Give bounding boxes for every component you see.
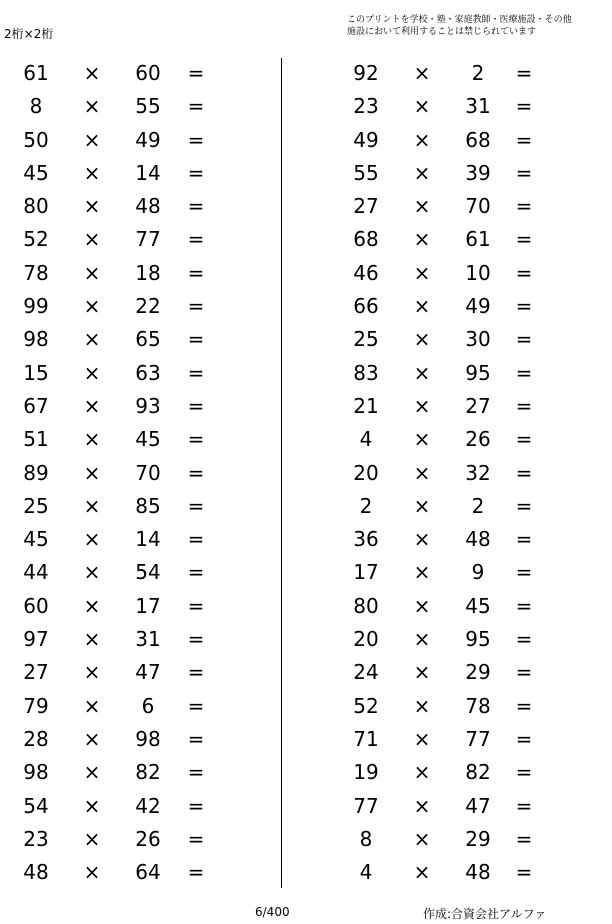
second-operand: 77 bbox=[135, 227, 161, 252]
multiply-sign: × bbox=[83, 760, 101, 785]
second-operand: 64 bbox=[135, 860, 161, 885]
multiply-sign: × bbox=[413, 427, 431, 452]
equals-sign: = bbox=[187, 660, 205, 685]
multiply-sign: × bbox=[83, 693, 101, 718]
page-number: 6/400 bbox=[255, 905, 290, 919]
problem-row bbox=[0, 491, 280, 524]
first-operand: 27 bbox=[23, 660, 49, 685]
problem-row bbox=[332, 291, 612, 324]
multiply-sign: × bbox=[83, 393, 101, 418]
equals-sign: = bbox=[187, 294, 205, 319]
second-operand: 45 bbox=[465, 593, 491, 618]
equals-sign: = bbox=[187, 227, 205, 252]
first-operand: 66 bbox=[353, 294, 379, 319]
equals-sign: = bbox=[515, 260, 533, 285]
multiply-sign: × bbox=[413, 527, 431, 552]
first-operand: 49 bbox=[353, 127, 379, 152]
multiply-sign: × bbox=[83, 327, 101, 352]
problem-row bbox=[332, 91, 612, 124]
first-operand: 89 bbox=[23, 460, 49, 485]
equals-sign: = bbox=[187, 793, 205, 818]
equals-sign: = bbox=[515, 393, 533, 418]
problem-row bbox=[332, 624, 612, 657]
problem-row bbox=[0, 824, 280, 857]
multiply-sign: × bbox=[413, 627, 431, 652]
first-operand: 45 bbox=[23, 160, 49, 185]
first-operand: 8 bbox=[29, 94, 43, 119]
first-operand: 8 bbox=[359, 826, 373, 851]
second-operand: 63 bbox=[135, 360, 161, 385]
problem-row bbox=[332, 458, 612, 491]
problem-row bbox=[332, 391, 612, 424]
first-operand: 17 bbox=[353, 560, 379, 585]
problem-row bbox=[0, 591, 280, 624]
usage-notice: このプリントを学校・塾・家庭教師・医療施設・その他 施設において利用することは禁じられています bbox=[347, 15, 572, 37]
equals-sign: = bbox=[187, 194, 205, 219]
first-operand: 98 bbox=[23, 327, 49, 352]
equals-sign: = bbox=[187, 61, 205, 85]
first-operand: 92 bbox=[353, 61, 379, 85]
second-operand: 22 bbox=[135, 294, 161, 319]
second-operand: 47 bbox=[135, 660, 161, 685]
problem-row bbox=[0, 358, 280, 391]
multiply-sign: × bbox=[413, 294, 431, 319]
equals-sign: = bbox=[187, 94, 205, 119]
equals-sign: = bbox=[515, 360, 533, 385]
first-operand: 83 bbox=[353, 360, 379, 385]
problem-row bbox=[332, 757, 612, 790]
multiply-sign: × bbox=[413, 61, 431, 85]
problem-row bbox=[332, 424, 612, 457]
second-operand: 26 bbox=[135, 826, 161, 851]
equals-sign: = bbox=[187, 593, 205, 618]
multiply-sign: × bbox=[83, 860, 101, 885]
first-operand: 97 bbox=[23, 627, 49, 652]
problem-row bbox=[332, 158, 612, 191]
first-operand: 28 bbox=[23, 726, 49, 751]
multiply-sign: × bbox=[413, 560, 431, 585]
problem-row bbox=[0, 125, 280, 158]
problem-row bbox=[332, 258, 612, 291]
first-operand: 60 bbox=[23, 593, 49, 618]
problem-row bbox=[0, 724, 280, 757]
multiply-sign: × bbox=[413, 826, 431, 851]
first-operand: 80 bbox=[353, 593, 379, 618]
second-operand: 68 bbox=[465, 127, 491, 152]
second-operand: 49 bbox=[465, 294, 491, 319]
second-operand: 54 bbox=[135, 560, 161, 585]
first-operand: 46 bbox=[353, 260, 379, 285]
first-operand: 25 bbox=[353, 327, 379, 352]
right-problem-column bbox=[332, 58, 612, 890]
problem-row bbox=[332, 724, 612, 757]
multiply-sign: × bbox=[413, 327, 431, 352]
multiply-sign: × bbox=[413, 860, 431, 885]
problem-row bbox=[0, 757, 280, 790]
equals-sign: = bbox=[515, 94, 533, 119]
problem-row bbox=[332, 657, 612, 690]
equals-sign: = bbox=[515, 227, 533, 252]
second-operand: 29 bbox=[465, 660, 491, 685]
first-operand: 2 bbox=[359, 493, 373, 518]
first-operand: 23 bbox=[353, 94, 379, 119]
second-operand: 10 bbox=[465, 260, 491, 285]
second-operand: 70 bbox=[135, 460, 161, 485]
second-operand: 82 bbox=[465, 760, 491, 785]
first-operand: 20 bbox=[353, 460, 379, 485]
equals-sign: = bbox=[187, 460, 205, 485]
problem-row bbox=[332, 557, 612, 590]
second-operand: 95 bbox=[465, 360, 491, 385]
equals-sign: = bbox=[515, 460, 533, 485]
problem-row bbox=[0, 291, 280, 324]
problem-row bbox=[332, 191, 612, 224]
problem-row bbox=[332, 691, 612, 724]
second-operand: 27 bbox=[465, 393, 491, 418]
worksheet-title: 2桁×2桁 bbox=[4, 27, 54, 41]
equals-sign: = bbox=[515, 61, 533, 85]
multiply-sign: × bbox=[413, 593, 431, 618]
equals-sign: = bbox=[515, 726, 533, 751]
problem-row bbox=[0, 557, 280, 590]
multiply-sign: × bbox=[413, 360, 431, 385]
multiply-sign: × bbox=[83, 493, 101, 518]
second-operand: 48 bbox=[465, 860, 491, 885]
multiply-sign: × bbox=[413, 693, 431, 718]
equals-sign: = bbox=[515, 627, 533, 652]
second-operand: 31 bbox=[135, 627, 161, 652]
multiply-sign: × bbox=[83, 194, 101, 219]
equals-sign: = bbox=[515, 294, 533, 319]
second-operand: 14 bbox=[135, 160, 161, 185]
multiply-sign: × bbox=[83, 227, 101, 252]
first-operand: 98 bbox=[23, 760, 49, 785]
problem-row bbox=[0, 857, 280, 890]
problem-row bbox=[332, 591, 612, 624]
first-operand: 20 bbox=[353, 627, 379, 652]
problem-row bbox=[0, 191, 280, 224]
second-operand: 48 bbox=[135, 194, 161, 219]
equals-sign: = bbox=[187, 127, 205, 152]
equals-sign: = bbox=[515, 660, 533, 685]
multiply-sign: × bbox=[83, 160, 101, 185]
second-operand: 6 bbox=[141, 693, 155, 718]
second-operand: 17 bbox=[135, 593, 161, 618]
problem-row bbox=[332, 824, 612, 857]
equals-sign: = bbox=[515, 427, 533, 452]
equals-sign: = bbox=[515, 194, 533, 219]
equals-sign: = bbox=[187, 726, 205, 751]
first-operand: 23 bbox=[23, 826, 49, 851]
second-operand: 85 bbox=[135, 493, 161, 518]
multiply-sign: × bbox=[413, 94, 431, 119]
second-operand: 77 bbox=[465, 726, 491, 751]
multiply-sign: × bbox=[83, 460, 101, 485]
problem-row bbox=[0, 624, 280, 657]
problem-row bbox=[332, 125, 612, 158]
problem-row bbox=[0, 657, 280, 690]
multiply-sign: × bbox=[83, 127, 101, 152]
problem-row bbox=[0, 458, 280, 491]
second-operand: 55 bbox=[135, 94, 161, 119]
problem-row bbox=[0, 58, 280, 91]
first-operand: 25 bbox=[23, 493, 49, 518]
second-operand: 32 bbox=[465, 460, 491, 485]
first-operand: 51 bbox=[23, 427, 49, 452]
equals-sign: = bbox=[515, 560, 533, 585]
equals-sign: = bbox=[515, 160, 533, 185]
second-operand: 2 bbox=[471, 61, 485, 85]
first-operand: 4 bbox=[359, 860, 373, 885]
problem-row bbox=[332, 224, 612, 257]
multiply-sign: × bbox=[413, 393, 431, 418]
multiply-sign: × bbox=[413, 726, 431, 751]
equals-sign: = bbox=[187, 527, 205, 552]
second-operand: 93 bbox=[135, 393, 161, 418]
second-operand: 47 bbox=[465, 793, 491, 818]
equals-sign: = bbox=[187, 693, 205, 718]
problem-row bbox=[0, 391, 280, 424]
multiply-sign: × bbox=[413, 493, 431, 518]
equals-sign: = bbox=[187, 393, 205, 418]
multiply-sign: × bbox=[413, 793, 431, 818]
equals-sign: = bbox=[515, 593, 533, 618]
second-operand: 98 bbox=[135, 726, 161, 751]
multiply-sign: × bbox=[413, 160, 431, 185]
multiply-sign: × bbox=[83, 726, 101, 751]
second-operand: 14 bbox=[135, 527, 161, 552]
second-operand: 2 bbox=[471, 493, 485, 518]
first-operand: 21 bbox=[353, 393, 379, 418]
equals-sign: = bbox=[515, 327, 533, 352]
second-operand: 65 bbox=[135, 327, 161, 352]
second-operand: 42 bbox=[135, 793, 161, 818]
first-operand: 50 bbox=[23, 127, 49, 152]
multiply-sign: × bbox=[83, 560, 101, 585]
equals-sign: = bbox=[187, 860, 205, 885]
first-operand: 24 bbox=[353, 660, 379, 685]
equals-sign: = bbox=[515, 127, 533, 152]
equals-sign: = bbox=[515, 527, 533, 552]
left-problem-column bbox=[0, 58, 280, 890]
multiply-sign: × bbox=[413, 127, 431, 152]
multiply-sign: × bbox=[413, 660, 431, 685]
equals-sign: = bbox=[515, 860, 533, 885]
second-operand: 82 bbox=[135, 760, 161, 785]
first-operand: 80 bbox=[23, 194, 49, 219]
equals-sign: = bbox=[187, 327, 205, 352]
problem-row bbox=[0, 324, 280, 357]
first-operand: 61 bbox=[23, 61, 49, 85]
multiply-sign: × bbox=[83, 360, 101, 385]
multiply-sign: × bbox=[413, 760, 431, 785]
second-operand: 39 bbox=[465, 160, 491, 185]
author-credit: 作成:合資会社アルファ bbox=[423, 907, 547, 921]
first-operand: 19 bbox=[353, 760, 379, 785]
equals-sign: = bbox=[187, 160, 205, 185]
first-operand: 15 bbox=[23, 360, 49, 385]
second-operand: 60 bbox=[135, 61, 161, 85]
first-operand: 78 bbox=[23, 260, 49, 285]
second-operand: 48 bbox=[465, 527, 491, 552]
problem-row bbox=[0, 158, 280, 191]
second-operand: 9 bbox=[471, 560, 485, 585]
problem-row bbox=[332, 491, 612, 524]
multiply-sign: × bbox=[83, 94, 101, 119]
column-divider bbox=[281, 58, 282, 888]
second-operand: 49 bbox=[135, 127, 161, 152]
problem-row bbox=[0, 258, 280, 291]
multiply-sign: × bbox=[83, 826, 101, 851]
second-operand: 31 bbox=[465, 94, 491, 119]
second-operand: 61 bbox=[465, 227, 491, 252]
first-operand: 45 bbox=[23, 527, 49, 552]
first-operand: 55 bbox=[353, 160, 379, 185]
multiply-sign: × bbox=[413, 227, 431, 252]
second-operand: 29 bbox=[465, 826, 491, 851]
first-operand: 67 bbox=[23, 393, 49, 418]
problem-row bbox=[0, 224, 280, 257]
first-operand: 27 bbox=[353, 194, 379, 219]
equals-sign: = bbox=[515, 793, 533, 818]
multiply-sign: × bbox=[83, 260, 101, 285]
multiply-sign: × bbox=[83, 427, 101, 452]
problem-row bbox=[332, 857, 612, 890]
problem-row bbox=[0, 424, 280, 457]
first-operand: 54 bbox=[23, 793, 49, 818]
problem-row bbox=[0, 524, 280, 557]
second-operand: 18 bbox=[135, 260, 161, 285]
second-operand: 78 bbox=[465, 693, 491, 718]
second-operand: 30 bbox=[465, 327, 491, 352]
multiply-sign: × bbox=[83, 660, 101, 685]
equals-sign: = bbox=[515, 493, 533, 518]
first-operand: 77 bbox=[353, 793, 379, 818]
first-operand: 4 bbox=[359, 427, 373, 452]
multiply-sign: × bbox=[83, 593, 101, 618]
problem-row bbox=[0, 791, 280, 824]
equals-sign: = bbox=[187, 493, 205, 518]
problem-row bbox=[332, 324, 612, 357]
first-operand: 71 bbox=[353, 726, 379, 751]
first-operand: 52 bbox=[353, 693, 379, 718]
equals-sign: = bbox=[187, 427, 205, 452]
multiply-sign: × bbox=[83, 627, 101, 652]
second-operand: 45 bbox=[135, 427, 161, 452]
equals-sign: = bbox=[187, 760, 205, 785]
equals-sign: = bbox=[515, 826, 533, 851]
problem-row bbox=[0, 91, 280, 124]
second-operand: 26 bbox=[465, 427, 491, 452]
equals-sign: = bbox=[187, 260, 205, 285]
first-operand: 36 bbox=[353, 527, 379, 552]
multiply-sign: × bbox=[83, 793, 101, 818]
equals-sign: = bbox=[187, 826, 205, 851]
problem-row bbox=[332, 791, 612, 824]
multiply-sign: × bbox=[413, 460, 431, 485]
problem-row bbox=[332, 58, 612, 91]
first-operand: 44 bbox=[23, 560, 49, 585]
multiply-sign: × bbox=[413, 260, 431, 285]
second-operand: 95 bbox=[465, 627, 491, 652]
multiply-sign: × bbox=[413, 194, 431, 219]
equals-sign: = bbox=[187, 560, 205, 585]
first-operand: 52 bbox=[23, 227, 49, 252]
equals-sign: = bbox=[515, 693, 533, 718]
second-operand: 70 bbox=[465, 194, 491, 219]
first-operand: 68 bbox=[353, 227, 379, 252]
problem-row bbox=[332, 358, 612, 391]
problem-row bbox=[332, 524, 612, 557]
equals-sign: = bbox=[187, 360, 205, 385]
first-operand: 99 bbox=[23, 294, 49, 319]
multiply-sign: × bbox=[83, 294, 101, 319]
multiply-sign: × bbox=[83, 527, 101, 552]
equals-sign: = bbox=[187, 627, 205, 652]
equals-sign: = bbox=[515, 760, 533, 785]
multiply-sign: × bbox=[83, 61, 101, 85]
first-operand: 48 bbox=[23, 860, 49, 885]
problem-row bbox=[0, 691, 280, 724]
first-operand: 79 bbox=[23, 693, 49, 718]
